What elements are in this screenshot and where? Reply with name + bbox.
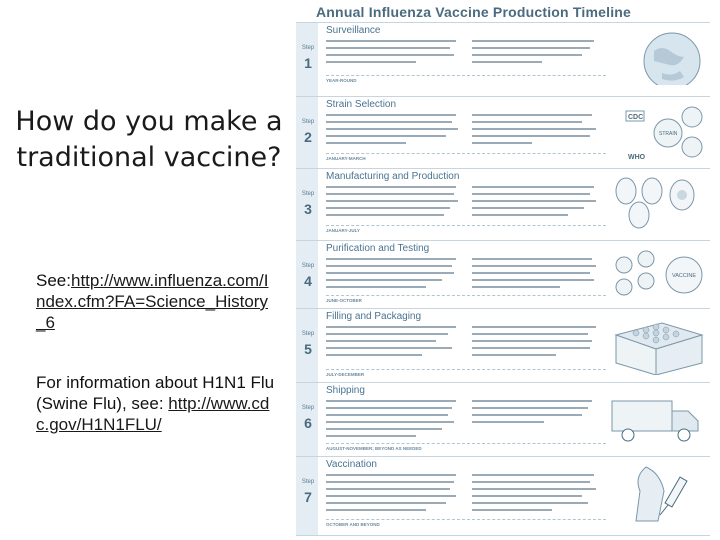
text-block [472, 39, 602, 70]
who-label: WHO [628, 154, 646, 161]
step-word: Step [301, 405, 315, 411]
text-block [472, 185, 602, 224]
step-number: 6 [304, 415, 312, 431]
step-number: 5 [304, 341, 312, 357]
text-lines [326, 399, 466, 439]
step-title: Strain Selection [326, 99, 397, 110]
text-lines [472, 185, 602, 221]
globe-illustration [602, 29, 706, 85]
step-title: Filling and Packaging [326, 311, 422, 322]
step-title: Surveillance [326, 25, 381, 36]
text-block [472, 325, 602, 364]
step-time: YEAR-ROUND [326, 78, 357, 83]
text-block [326, 185, 466, 224]
step-number: 7 [304, 489, 312, 505]
left-panel [0, 0, 288, 540]
text-lines [326, 113, 466, 145]
step-word: Step [301, 331, 315, 337]
step-row-6 [296, 382, 710, 457]
step-title: Vaccination [326, 459, 377, 470]
step-number: 2 [304, 129, 312, 145]
text-block [326, 325, 466, 364]
divider [326, 225, 606, 226]
text-block [326, 473, 466, 520]
eggs-illustration [602, 175, 706, 231]
syringe-illustration [602, 463, 706, 523]
text-lines [326, 39, 466, 67]
strain-label: STRAIN [659, 131, 678, 137]
cdc-link[interactable]: http://www.cdc.gov/H1N1FLU/ [36, 394, 270, 434]
divider [326, 153, 606, 154]
text-block [472, 473, 602, 520]
see-paragraph [36, 270, 276, 333]
vials-box-illustration [602, 315, 706, 375]
info-text: For information about H1N1 Flu (Swine Flu), see: [36, 373, 275, 413]
text-lines [472, 39, 602, 67]
info-paragraph [36, 372, 276, 435]
divider [326, 295, 606, 296]
text-lines [472, 325, 602, 361]
step-title: Shipping [326, 385, 365, 396]
text-block [472, 257, 602, 296]
step-title: Manufacturing and Production [326, 171, 460, 182]
text-block [472, 399, 602, 434]
step-row-1 [296, 22, 710, 97]
slide-title: How do you make a traditional vaccine? [15, 106, 283, 173]
step-row-5 [296, 308, 710, 383]
step-time: JANUARY-JULY [326, 228, 360, 233]
influenza-link[interactable]: http://www.influenza.com/Index.cfm?FA=Science_History_6 [36, 271, 269, 332]
step-row-7 [296, 456, 710, 536]
step-number: 4 [304, 273, 312, 289]
step-word: Step [301, 45, 315, 51]
text-lines [326, 257, 466, 293]
divider [326, 519, 606, 520]
purification-illustration [602, 247, 706, 303]
text-lines [472, 257, 602, 293]
divider [326, 369, 606, 370]
poster-title: Annual Influenza Vaccine Production Timeline [316, 4, 632, 20]
text-block [326, 113, 466, 148]
cdc-label: CDC [628, 114, 644, 121]
text-lines [472, 473, 602, 517]
text-block [326, 39, 466, 70]
step-word: Step [301, 263, 315, 269]
step-number: 3 [304, 201, 312, 217]
step-row-4 [296, 240, 710, 309]
strain-selection-illustration [602, 103, 706, 163]
text-lines [472, 399, 602, 431]
step-row-2 [296, 96, 710, 169]
divider [326, 443, 606, 444]
text-block [472, 113, 602, 148]
step-word: Step [301, 191, 315, 197]
step-time: JUNE-OCTOBER [326, 298, 362, 303]
text-block [326, 399, 466, 442]
text-lines [326, 185, 466, 221]
text-block [326, 257, 466, 296]
step-title: Purification and Testing [326, 243, 430, 254]
text-lines [472, 113, 602, 145]
timeline-poster [288, 0, 720, 540]
vaccine-label: VACCINE [672, 273, 697, 279]
divider [326, 75, 606, 76]
step-time: AUGUST-NOVEMBER; BEYOND AS NEEDED [326, 446, 422, 451]
see-label: See: [36, 271, 71, 290]
step-word: Step [301, 479, 315, 485]
step-time: JULY-DECEMBER [326, 372, 365, 377]
step-word: Step [301, 119, 315, 125]
step-time: JANUARY-MARCH [326, 156, 366, 161]
text-lines [326, 325, 466, 361]
truck-illustration [602, 389, 706, 445]
step-row-3 [296, 168, 710, 241]
step-number: 1 [304, 55, 312, 71]
text-lines [326, 473, 466, 517]
step-time: OCTOBER AND BEYOND [326, 522, 380, 527]
